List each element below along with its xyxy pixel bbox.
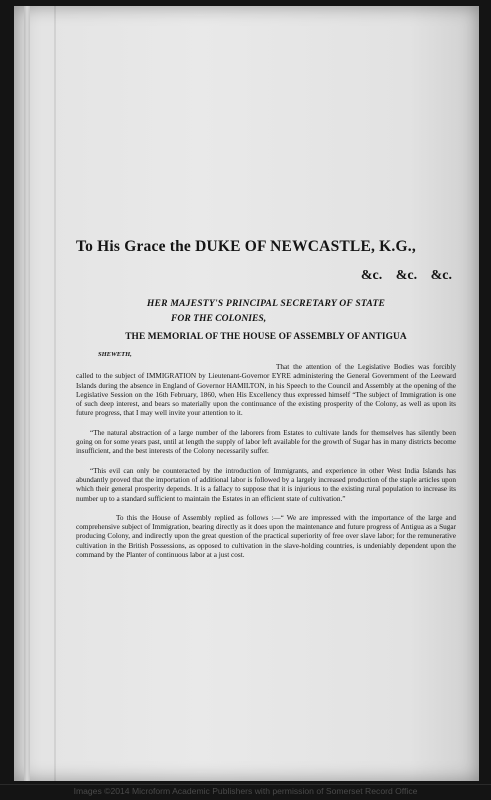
paragraph-3: “This evil can only be counteracted by the introduction of Immigrants, and experience in other West India Islands has abundantly proved that the importation of additional labor is followed by a largely increased production of the staple articles upon which their general prosperity depends. It is a fallacy to suppose that it is injurious to the existing rural population to increase its number up to a standard sufficient to maintain the Estates in an efficient state of cultivation.” [76,466,456,503]
binding-edge [24,6,30,781]
image-credit: Images ©2014 Microform Academic Publishers with permission of Somerset Record Office [73,786,418,796]
memorial-heading: THE MEMORIAL OF THE HOUSE OF ASSEMBLY OF ANTIGUA [125,332,407,342]
paragraph-4: To this the House of Assembly replied as follows :—“ We are impressed with the importance of the large and comprehensive subject of Immigration, bearing directly as it does upon the maintenance and future progress of Antigua as a Sugar producing Colony, and indirectly upon the great question of the practical superiority of free over slave labor; for the remunerative cultivation in the British Possessions, as opposed to cultivation in the slave-holding countries, is undeniably dependent upon the command by the Planter of continuous labor at a just cost. [76,513,456,560]
subtitle-secretary: HER MAJESTY'S PRINCIPAL SECRETARY OF STATE [146,298,386,309]
etcetera-line: &c. &c. &c. [360,268,452,283]
page-fold [54,6,56,781]
subtitle-colonies: FOR THE COLONIES, [171,313,267,324]
footer-rule [0,784,491,785]
paragraph-2: “The natural abstraction of a large number of the laborers from Estates to cultivate lands for themselves has silently been going on for some years past, until at length the supply of labor left available for the growth of Sugar has in many districts become insufficient, and the best interests of the Colony necessarily suffer. [76,428,456,456]
sheweth-label: SHEWETH, [98,351,132,358]
document-title: To His Grace the DUKE OF NEWCASTLE, K.G., [76,238,416,255]
paragraph-1: That the attention of the Legislative Bodies was forcibly called to the subject of IMMIGRATION by Lieutenant-Governor EYRE administering the General Government of the Leeward Islands during the absence in England of Governor HAMILTON, in his Speech to the Council and Assembly at the opening of the Legislative Session on the 16th February, 1860, when His Excellency thus expressed himself “The subject of Immigration is one of such deep interest, and bears so materially upon the continuance of the existing prosperity of the Colony, as well as upon its future progress, that I may well invite your attention to it. [76,363,456,418]
document-page [14,6,479,781]
document-body [76,238,456,560]
